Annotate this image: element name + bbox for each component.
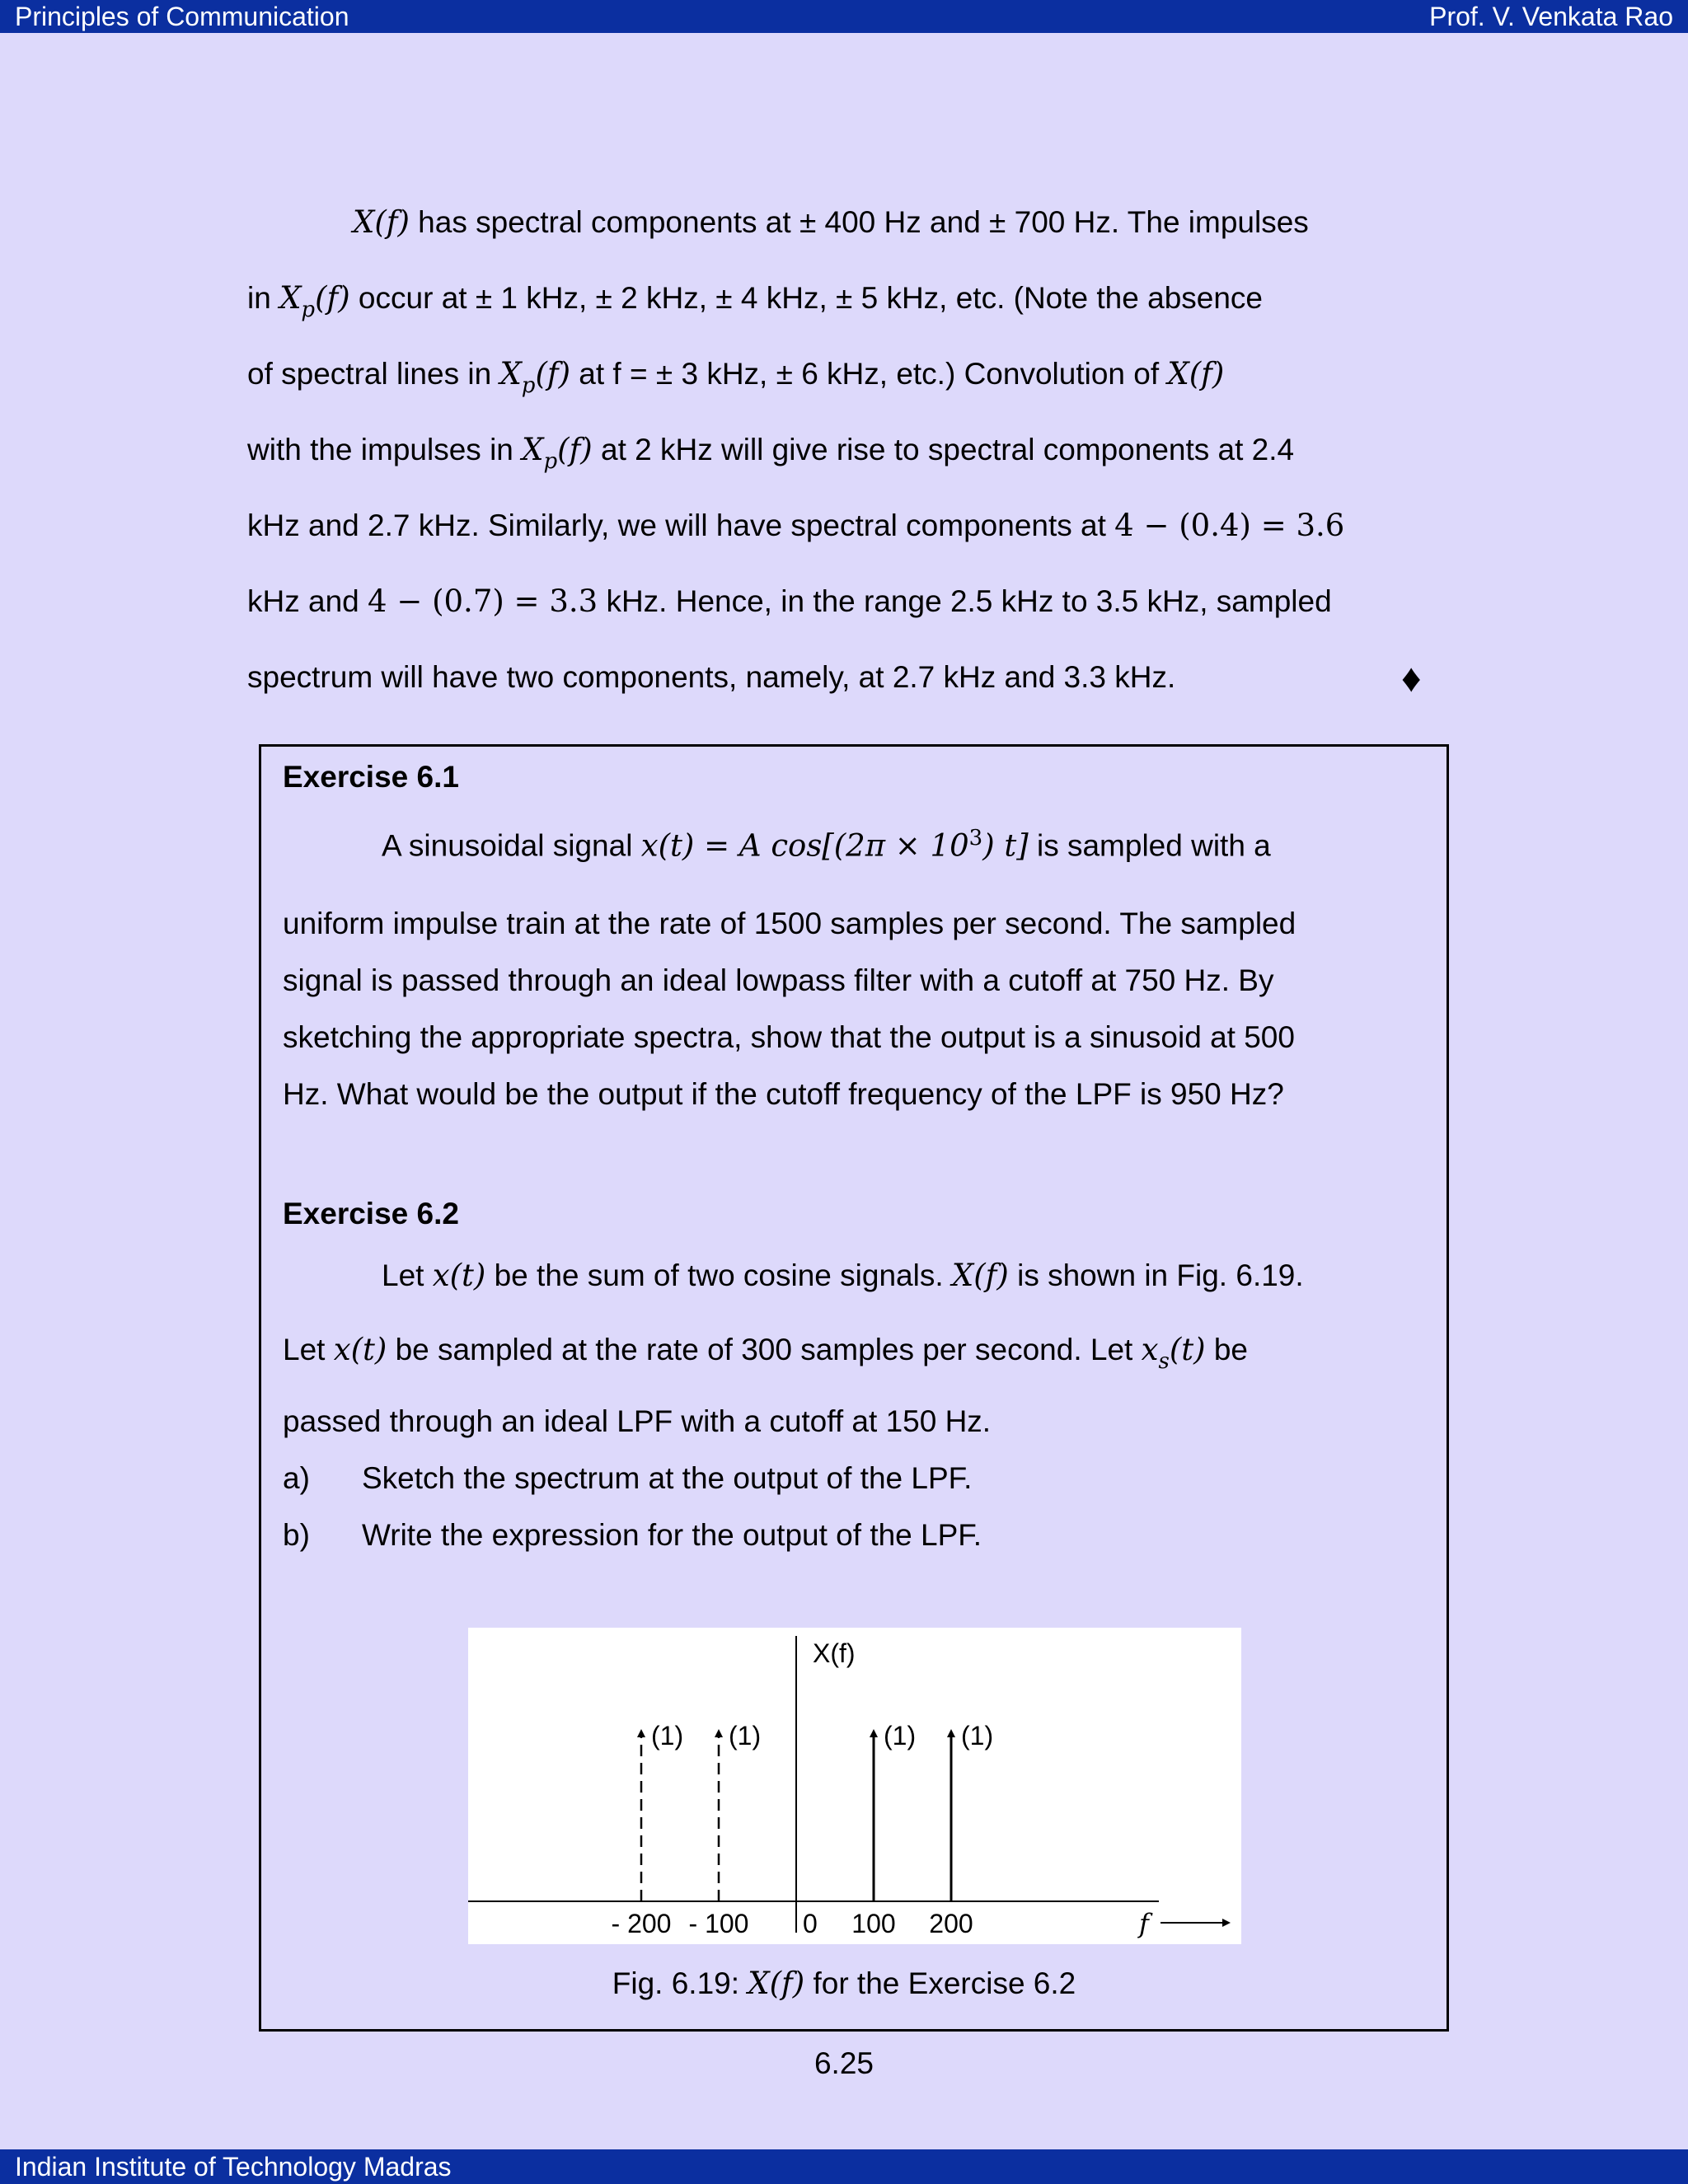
figure-caption: Fig. 6.19: X(f) for the Exercise 6.2 [612,1966,1076,2001]
intro-line-6: kHz and 4 − (0.7) = 3.3 kHz. Hence, in the range 2.5 kHz to 3.5 kHz, sampled [247,583,1332,619]
tick-label-0: - 200 [611,1909,672,1938]
impulse-weight-label-3: (1) [961,1721,994,1750]
tick-label-3: 200 [929,1909,973,1938]
intro-line-3: of spectral lines in $X_p(f)$ at f = ± 3 kHz, ± 6 kHz, etc.) Convolution of X(f) [247,356,1225,398]
page-number: 6.25 [814,2046,874,2080]
author-name: Prof. V. Venkata Rao [1429,2,1673,31]
tick-label-2: 100 [851,1909,896,1938]
impulse-weight-label-0: (1) [651,1721,684,1750]
exercise-6-2-line-2: Let x(t) be sampled at the rate of 300 samples per second. Let $x_s(t)$ be [283,1332,1249,1374]
exercise-6-1-line-1: A sinusoidal signal x(t) = A $\cos[(2\pi \times 10^3)$ t] is sampled with a [382,826,1271,864]
impulse-weight-label-2: (1) [884,1721,917,1750]
x-axis-label: f [1139,1908,1149,1939]
tick-label-1: - 100 [688,1909,749,1938]
exercise-6-2-line-1: Let x(t) be the sum of two cosine signals. X(f) is shown in Fig. 6.19. [382,1258,1304,1293]
exercise-6-2-item-b: b) Write the expression for the output of the LPF. [283,1518,982,1552]
exercise-6-2-line-3: passed through an ideal LPF with a cutoff at 150 Hz. [283,1404,992,1438]
exercise-6-2-item-a: a) Sketch the spectrum at the output of the LPF. [283,1461,973,1495]
intro-line-7: spectrum will have two components, namely, at 2.7 kHz and 3.3 kHz. [247,660,1176,694]
intro-line-5: kHz and 2.7 kHz. Similarly, we will have spectral components at 4 − (0.4) = 3.6 [247,508,1345,543]
origin-label: 0 [803,1909,818,1938]
exercise-6-1-line-4: sketching the appropriate spectra, show that the output is a sinusoid at 500 [283,1020,1295,1054]
impulse-weight-label-1: (1) [729,1721,762,1750]
intro-line-1: X(f) has spectral components at ± 400 Hz and ± 700 Hz. The impulses [353,204,1309,240]
exercise-6-1-line-5: Hz. What would be the output if the cutoff frequency of the LPF is 950 Hz? [283,1077,1284,1111]
course-title: Principles of Communication [15,2,349,31]
end-of-example-diamond-icon: ♦ [1401,657,1422,701]
figure-6-19 [468,1628,1241,1944]
intro-line-2: in $X_p(f)$ occur at ± 1 kHz, ± 2 kHz, ± 4 kHz, ± 5 kHz, etc. (Note the absence [247,280,1264,322]
institution-name: Indian Institute of Technology Madras [15,2152,452,2182]
math-xf: X(f) [353,204,410,240]
y-axis-label: X(f) [813,1638,856,1668]
exercise-6-1-title: Exercise 6.1 [283,760,459,794]
footer-bar [0,2149,1688,2184]
exercise-6-1-line-2: uniform impulse train at the rate of 1500 samples per second. The sampled [283,907,1296,940]
exercise-6-2-title: Exercise 6.2 [283,1197,459,1230]
exercise-6-1-line-3: signal is passed through an ideal lowpass filter with a cutoff at 750 Hz. By [283,963,1274,997]
header-bar [0,0,1688,33]
spectrum-plot [468,1628,1241,1944]
intro-line-4: with the impulses in $X_p(f)$ at 2 kHz will give rise to spectral components at 2.4 [247,432,1295,474]
